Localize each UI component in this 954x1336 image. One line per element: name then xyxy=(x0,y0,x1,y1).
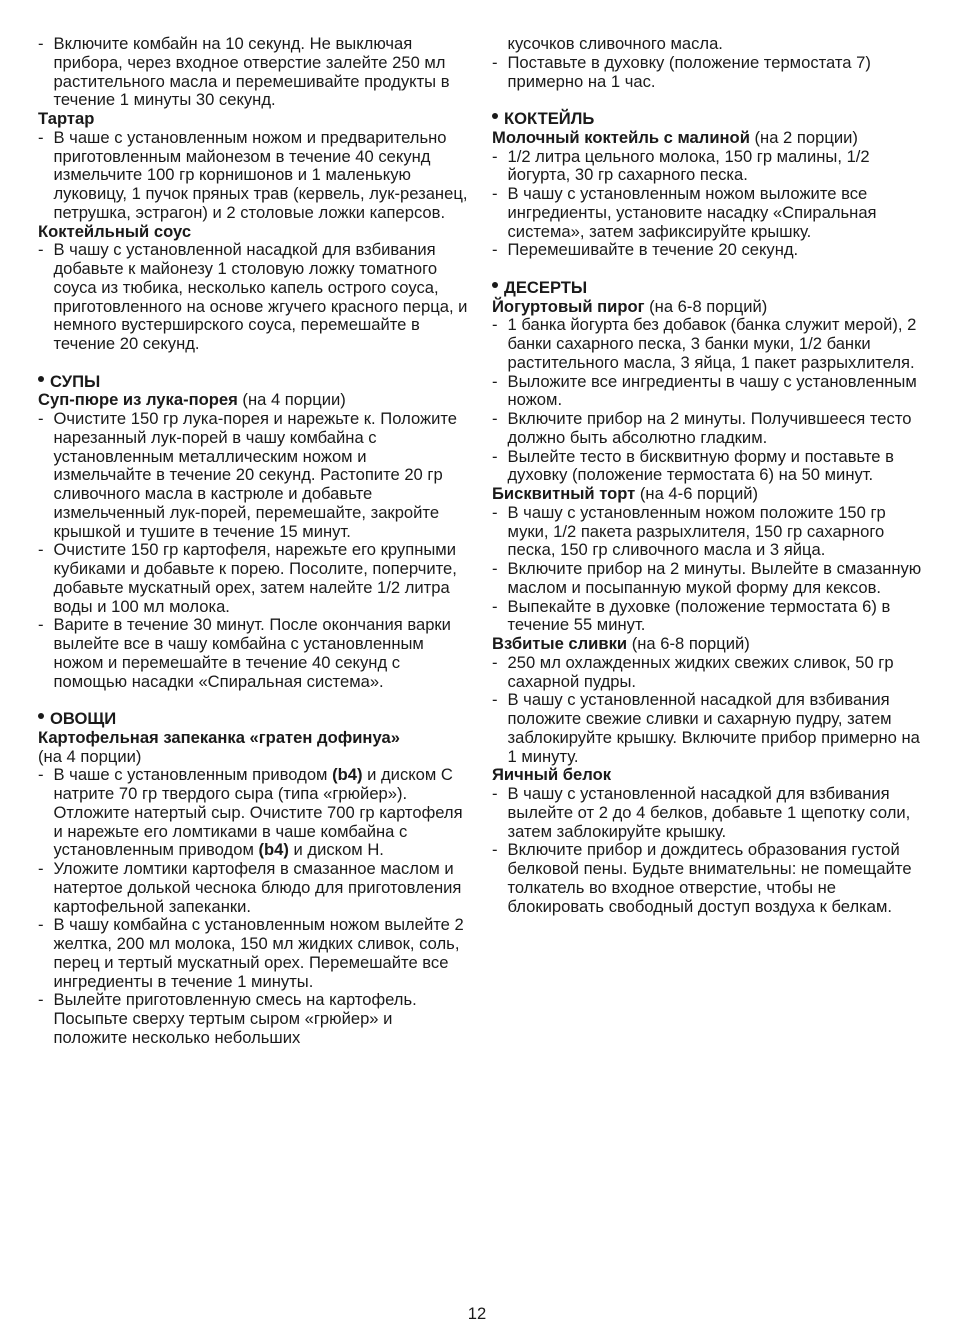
item-text: Уложите ломтики картофеля в смазанное маслом и натертое долькой чеснока блюдо для приготовления картофельной запеканки. xyxy=(53,859,462,916)
list-item xyxy=(492,691,922,766)
bullet-icon xyxy=(492,113,498,119)
right-column xyxy=(492,35,922,916)
section-title: ДЕСЕРТЫ xyxy=(504,277,588,297)
item-text: Выпекайте в духовке (положение термостата 6) в течение 55 минут. xyxy=(507,596,891,635)
section-title: КОКТЕЙЛЬ xyxy=(504,109,595,128)
list-item xyxy=(38,35,468,110)
list-item xyxy=(38,916,468,991)
item-text: Очистите 150 гр лука-порея и нарежьте к. Положите нарезанный лук-порей в чашу комбайна с установленным металлическим ножом и измельчайте в течение 20 секунд. Растопите 20 гр сливочного масла в кастрюле и добавьте измельченный лук-порей, перемешайте, закройте крышкой и тушите в течение 15 минут. xyxy=(53,409,457,541)
item-text: В чашу с установленной насадкой для взбивания добавьте к майонезу 1 столовую ложку томатного соуса из тюбика, несколько капель острого соуса, приготовленного на основе жгучего красного перца, и немного вустерширского соуса, перемешайте в течение 20 секунд. xyxy=(53,240,468,353)
recipe-title xyxy=(492,766,922,785)
list-item xyxy=(38,616,468,691)
list-item xyxy=(492,785,922,841)
list-item xyxy=(38,991,468,1047)
item-text: Вылейте тесто в бисквитную форму и поставьте в духовку (положение термостата 6) на 50 минут. xyxy=(507,446,894,485)
list-item xyxy=(492,654,922,692)
bold-ref: (b4) xyxy=(258,840,289,860)
item-text: и диском Н. xyxy=(288,840,384,860)
item-text: В чашу комбайна с установленным ножом вылейте 2 желтка, 200 мл молока, 150 мл жидких сливок, соль, перец и тертый мускатный орех. Перемешайте все ингредиенты в течение 1 минуты. xyxy=(53,915,464,991)
recipe-name: Суп-пюре из лука-порея xyxy=(38,390,238,410)
recipe-servings: (на 4-6 порций) xyxy=(635,484,759,503)
list-item xyxy=(492,560,922,598)
list-item xyxy=(38,410,468,541)
item-text: Включите прибор и дождитесь образования густой белковой пены. Будьте внимательны: не помещайте толкатель во входное отверстие, чтобы не блокировать свободный доступ воздуха к белкам. xyxy=(507,840,912,916)
list-item xyxy=(38,541,468,616)
section-heading xyxy=(492,110,922,129)
list-item xyxy=(492,54,922,92)
item-text: Выложите все ингредиенты в чашу с установленным ножом. xyxy=(507,371,917,410)
recipe-servings: (на 6-8 порций) xyxy=(627,634,750,653)
item-text: В чашу с установленным ножом выложите все ингредиенты, установите насадку «Спиральная система», затем зафиксируйте крышку. xyxy=(507,184,877,241)
list-item xyxy=(38,241,468,354)
item-text: 250 мл охлажденных жидких свежих сливок, 50 гр сахарной пудры. xyxy=(507,652,894,691)
item-text: В чаше с установленным ножом и предварительно приготовленным майонезом в течение 40 секунд измельчите 100 гр корнишонов и 1 маленькую луковицу, 1 пучок пряных трав (кервель, лук-резанец, петрушка, эстрагон) и 2 столовые ложки каперсов. xyxy=(53,127,468,222)
item-text: Включите прибор на 2 минуты. Получившееся тесто должно быть абсолютно гладким. xyxy=(507,409,912,447)
list-item xyxy=(38,129,468,223)
recipe-name: Картофельная запеканка «гратен дофинуа» xyxy=(38,727,400,747)
recipe-title xyxy=(38,223,468,242)
bullet-icon xyxy=(492,282,498,288)
list-item xyxy=(492,148,922,186)
section-title: СУПЫ xyxy=(50,371,101,391)
item-text: В чашу с установленным ножом положите 150 гр муки, 1/2 пакета разрыхлителя, 150 гр сахарного песка, 150 гр сливочного масла и 3 яйца. xyxy=(507,502,886,560)
section-heading xyxy=(38,710,468,729)
item-text: и диском С натрите 70 гр твердого сыра (типа «грюйер»). Отложите натертый сыр. Очистите 700 гр картофеля и нарежьте его ломтиками в чаше комбайна с установленным приводом xyxy=(53,765,463,860)
list-item xyxy=(38,766,468,860)
bullet-icon xyxy=(38,713,44,719)
item-continuation: кусочков сливочного масла. xyxy=(507,34,723,53)
item-text: Вылейте приготовленную смесь на картофель. Посыпьте сверху тертым сыром «грюйер» и положите несколько небольших xyxy=(53,990,417,1047)
list-item xyxy=(492,185,922,241)
list-item xyxy=(492,241,922,260)
recipe-title xyxy=(492,298,922,317)
recipe-name: Взбитые сливки xyxy=(492,634,628,653)
item-text: 1 банка йогурта без добавок (банка служит мерой), 2 банки сахарного песка, 3 банки муки, 1/2 банки растительного масла, 3 яйца, 1 пакет разрыхлителя. xyxy=(507,315,917,372)
item-text: 1/2 литра цельного молока, 150 гр малины, 1/2 йогурта, 30 гр сахарного песка. xyxy=(507,146,870,185)
section-title: ОВОЩИ xyxy=(50,709,117,728)
section-heading xyxy=(492,279,922,298)
recipe-name: Коктейльный соус xyxy=(38,221,192,241)
item-text: В чашу с установленной насадкой для взбивания вылейте от 2 до 4 белков, добавьте 1 щепотку соли, затем заблокируйте крышку. xyxy=(507,784,911,841)
recipe-name: Тартар xyxy=(38,109,95,128)
recipe-name: Бисквитный торт xyxy=(492,484,636,503)
recipe-title xyxy=(38,729,468,748)
item-text: Варите в течение 30 минут. После окончания варки вылейте все в чашу комбайна с установленным ножом и перемешайте в течение 40 секунд с помощью насадки «Спиральная система». xyxy=(53,615,451,691)
recipe-name: Йогуртовый пирог xyxy=(492,296,645,316)
item-text: Включите комбайн на 10 секунд. Не выключая прибора, через входное отверстие залейте 250 мл растительного масла и перемешивайте продукты в течение 1 минуты 30 секунд. xyxy=(53,34,450,110)
item-text: Поставьте в духовку (положение термостата 7) примерно на 1 час. xyxy=(507,52,871,91)
recipe-servings: (на 2 порции) xyxy=(749,127,858,147)
item-text: Включите прибор на 2 минуты. Вылейте в смазанную маслом и посыпанную мукой форму для кексов. xyxy=(507,559,922,597)
bold-ref: (b4) xyxy=(332,765,363,785)
list-item xyxy=(38,860,468,916)
recipe-title xyxy=(492,485,922,504)
recipe-name: Молочный коктейль с малиной xyxy=(492,127,750,147)
page-number: 12 xyxy=(467,1304,487,1323)
item-text: Очистите 150 гр картофеля, нарежьте его крупными кубиками и добавьте к порею. Посолите, поперчите, добавьте мускатный орех, затем налейте 1/2 литра воды и 100 мл молока. xyxy=(53,540,457,616)
item-text: Перемешивайте в течение 20 секунд. xyxy=(507,240,799,260)
section-heading xyxy=(38,373,468,392)
list-item xyxy=(492,448,922,486)
list-item xyxy=(492,373,922,411)
recipe-title xyxy=(492,635,922,654)
recipe-title xyxy=(38,391,468,410)
recipe-title xyxy=(38,110,468,129)
bullet-icon xyxy=(38,376,44,382)
list-item xyxy=(492,598,922,636)
item-text: В чаше с установленным приводом xyxy=(53,765,333,785)
list-item xyxy=(492,841,922,916)
servings-line: (на 4 порции) xyxy=(38,746,142,766)
left-column xyxy=(38,35,468,1048)
recipe-servings: (на 4 порции) xyxy=(237,390,346,410)
list-item xyxy=(492,504,922,560)
item-text: В чашу с установленной насадкой для взбивания положите свежие сливки и сахарную пудру, затем заблокируйте крышку. Включите прибор примерно на 1 минуту. xyxy=(507,690,920,766)
recipe-servings: (на 6-8 порций) xyxy=(644,296,768,316)
list-item xyxy=(492,316,922,372)
list-item xyxy=(492,410,922,448)
recipe-name: Яичный белок xyxy=(492,765,612,785)
recipe-title xyxy=(492,129,922,148)
